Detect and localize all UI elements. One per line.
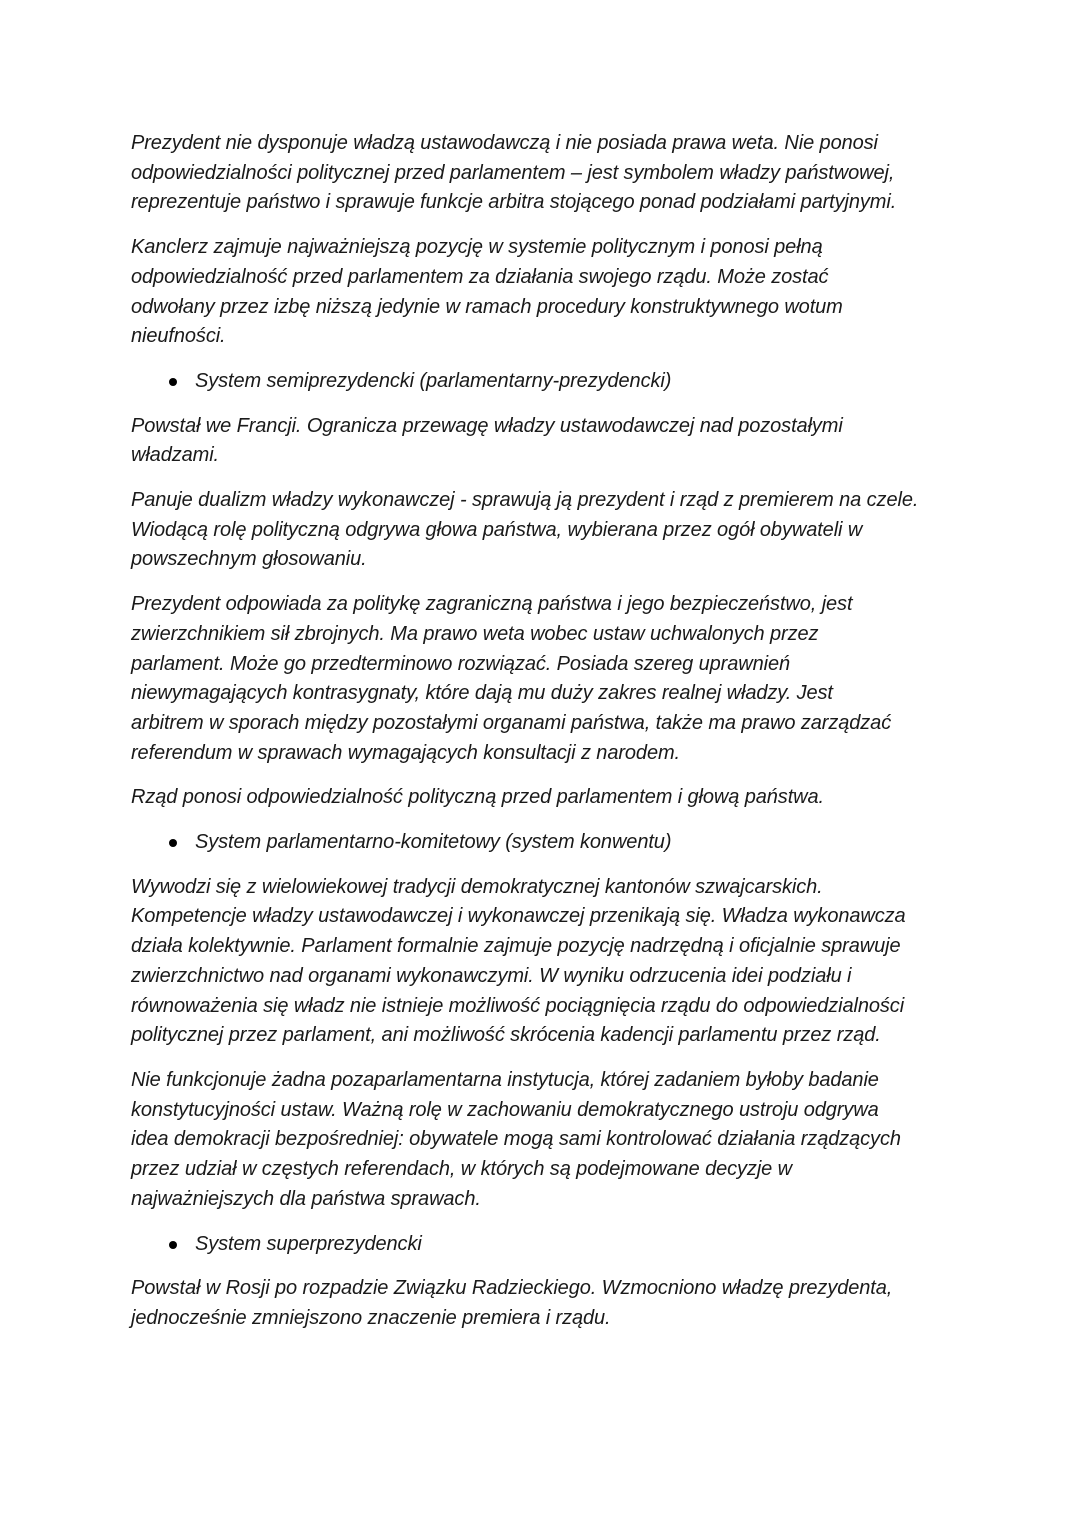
paragraph-chancellor-role: Kanclerz zajmuje najważniejszą pozycję w systemie politycznym i ponosi pełną odpowiedzialność przed parlamentem za działania swojego rządu. Może zostać odwołany przez izbę niższą jedynie w ramach procedury konstruktywnego wotum nieufności. bbox=[131, 236, 843, 348]
document-page bbox=[131, 129, 956, 1349]
bullet-dot-icon bbox=[169, 839, 177, 847]
bullet-item-semipresidential bbox=[131, 367, 956, 397]
paragraph-executive-dualism: Panuje dualizm władzy wykonawczej - sprawują ją prezydent i rząd z premierem na czele. Wiodącą rolę polityczną odgrywa głowa państwa, wybierana przez ogół obywateli w powszechnym głosowaniu. bbox=[131, 489, 919, 571]
paragraph-president-powers: Prezydent odpowiada za politykę zagraniczną państwa i jego bezpieczeństwo, jest zwierzchnikiem sił zbrojnych. Ma prawo weta wobec ustaw uchwalonych przez parlament. Może go przedterminowo rozwiązać. Posiada szereg uprawnień niewymagających kontrasygnaty, które dają mu duży zakres realnej władzy. Jest arbitrem w sporach między pozostałymi organami państwa, także ma prawo zarządzać referendum w sprawach wymagających konsultacji z narodem. bbox=[131, 593, 892, 764]
paragraph-russia-origin: Powstał w Rosji po rozpadzie Związku Radzieckiego. Wzmocniono władzę prezydenta, jednocześnie zmniejszono znaczenie premiera i rządu. bbox=[131, 1277, 893, 1329]
paragraph-direct-democracy: Nie funkcjonuje żadna pozaparlamentarna instytucja, której zadaniem byłoby badanie konstytucyjności ustaw. Ważną rolę w zachowaniu demokratycznego ustroju odgrywa idea demokracji bezpośredniej: obywatele mogą sami kontrolować działania rządzących przez udział w częstych referendach, w których są podejmowane decyzje w najważniejszych dla państwa sprawach. bbox=[131, 1068, 901, 1210]
bullet-item-superpresidential bbox=[131, 1230, 956, 1260]
bullet-item-label: System superprezydencki bbox=[195, 1232, 422, 1255]
bullet-item-convention-system bbox=[131, 828, 956, 858]
paragraph-government-responsibility: Rząd ponosi odpowiedzialność polityczną przed parlamentem i głową państwa. bbox=[131, 786, 824, 809]
bullet-item-label: System parlamentarno-komitetowy (system konwentu) bbox=[195, 831, 672, 854]
bullet-dot-icon bbox=[169, 1241, 177, 1249]
paragraph-france-origin: Powstał we Francji. Ogranicza przewagę władzy ustawodawczej nad pozostałymi władzami. bbox=[131, 414, 843, 467]
paragraph-president-role: Prezydent nie dysponuje władzą ustawodawczą i nie posiada prawa weta. Nie ponosi odpowiedzialności politycznej przed parlamentem – jest symbolem władzy państwowej, reprezentuje państwo i sprawuje funkcje arbitra stojącego ponad podziałami partyjnymi. bbox=[131, 132, 897, 214]
bullet-item-label: System semiprezydencki (parlamentarny-prezydencki) bbox=[195, 369, 672, 392]
paragraph-swiss-tradition: Wywodzi się z wielowiekowej tradycji demokratycznej kantonów szwajcarskich. Kompetencje władzy ustawodawczej i wykonawczej przenikają się. Władza wykonawcza działa kolektywnie. Parlament formalnie zajmuje pozycję nadrzędną i oficjalnie sprawuje zwierzchnictwo nad organami wykonawczymi. W wyniku odrzucenia idei podziału i równoważenia się władz nie istnieje możliwość pociągnięcia rządu do odpowiedzialności politycznej przez parlament, ani możliwość skrócenia kadencji parlamentu przez rząd. bbox=[131, 875, 906, 1047]
bullet-dot-icon bbox=[169, 378, 177, 386]
